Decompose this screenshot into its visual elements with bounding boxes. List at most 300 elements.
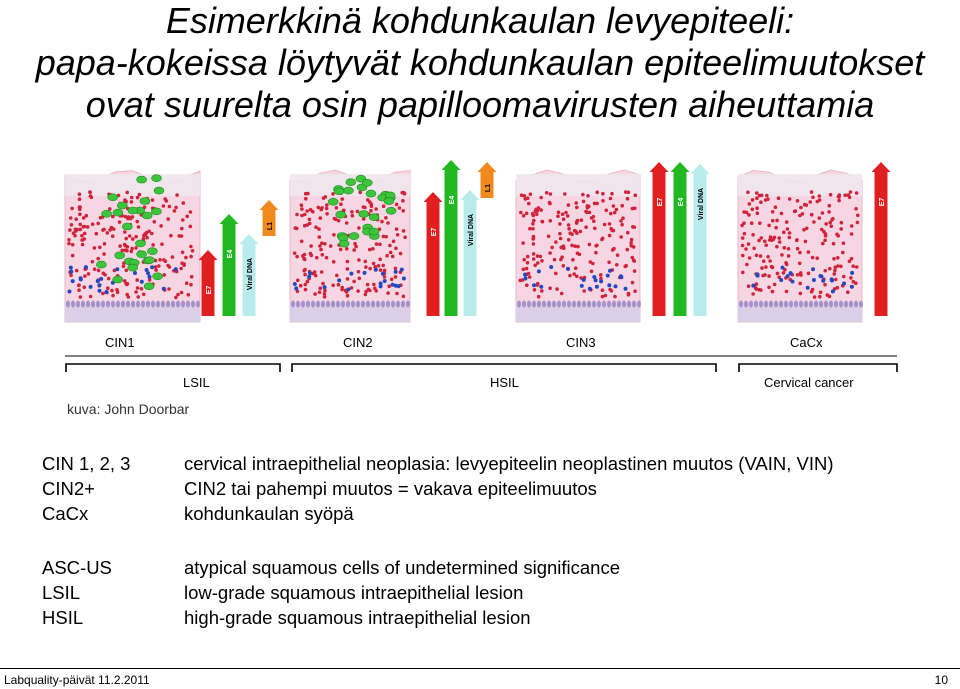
cell-nucleus	[758, 221, 762, 225]
cell-nucleus	[353, 242, 357, 246]
cell-nucleus	[554, 272, 558, 276]
cell-nucleus	[741, 271, 745, 275]
basal-cell	[391, 301, 395, 308]
basal-cell	[146, 301, 150, 308]
cell-nucleus	[798, 282, 802, 286]
cell-nucleus	[372, 283, 376, 287]
cell-nucleus	[782, 271, 786, 275]
basal-cell	[824, 301, 828, 308]
cell-nucleus	[356, 210, 360, 214]
cell-nucleus	[568, 274, 572, 278]
cell-nucleus	[841, 251, 845, 255]
cell-nucleus	[526, 261, 530, 265]
cell-nucleus	[118, 220, 122, 224]
cell-nucleus	[162, 204, 166, 208]
category-label-lsil: LSIL	[183, 375, 210, 390]
cell-nucleus	[766, 197, 770, 201]
cell-nucleus	[345, 221, 349, 225]
cell-nucleus	[131, 237, 135, 241]
cell-nucleus	[111, 215, 115, 219]
basal-cell	[346, 301, 350, 308]
cell-nucleus	[93, 246, 97, 250]
cell-nucleus	[747, 242, 751, 246]
cell-nucleus	[111, 234, 115, 238]
arrow-shape	[650, 162, 669, 316]
replicating-cell	[337, 278, 341, 282]
basal-cell	[607, 301, 611, 308]
cell-nucleus	[163, 273, 167, 277]
cell-nucleus	[532, 214, 536, 218]
cell-nucleus	[821, 242, 825, 246]
cell-nucleus	[550, 246, 554, 250]
arrow-shape	[671, 162, 690, 316]
cell-nucleus	[630, 238, 634, 242]
cell-nucleus	[340, 288, 344, 292]
cell-nucleus	[304, 283, 308, 287]
cell-nucleus	[532, 242, 536, 246]
cell-nucleus	[358, 277, 362, 281]
replicating-cell	[104, 290, 108, 294]
cell-nucleus	[804, 240, 808, 244]
infected-cell	[384, 198, 394, 205]
basal-cell	[181, 301, 185, 308]
cell-nucleus	[615, 263, 619, 267]
infected-cell	[142, 212, 152, 219]
cell-nucleus	[189, 210, 193, 214]
basal-cell	[356, 301, 360, 308]
cell-nucleus	[374, 207, 378, 211]
replicating-cell	[779, 278, 783, 282]
cell-nucleus	[125, 269, 129, 273]
infected-cell	[336, 211, 346, 218]
cell-nucleus	[752, 247, 756, 251]
cell-nucleus	[320, 270, 324, 274]
cell-nucleus	[102, 228, 106, 232]
basal-cell	[141, 301, 145, 308]
cell-nucleus	[364, 265, 368, 269]
cell-nucleus	[319, 286, 323, 290]
cell-nucleus	[136, 295, 140, 299]
basal-cell	[381, 301, 385, 308]
cell-nucleus	[821, 211, 825, 215]
cell-nucleus	[741, 254, 745, 258]
cell-nucleus	[773, 236, 777, 240]
cell-nucleus	[522, 258, 526, 262]
cell-nucleus	[751, 233, 755, 237]
cell-nucleus	[554, 240, 558, 244]
basal-cell	[91, 301, 95, 308]
cell-nucleus	[130, 200, 134, 204]
infected-cell	[144, 283, 154, 290]
cell-nucleus	[610, 229, 614, 233]
infected-cell	[346, 179, 356, 186]
cell-nucleus	[620, 204, 624, 208]
cell-nucleus	[532, 219, 536, 223]
cell-nucleus	[799, 271, 803, 275]
cell-nucleus	[159, 224, 163, 228]
cell-nucleus	[294, 226, 298, 230]
cell-nucleus	[366, 283, 370, 287]
cell-nucleus	[557, 211, 561, 215]
cell-nucleus	[608, 222, 612, 226]
basal-cell	[552, 301, 556, 308]
cell-nucleus	[106, 231, 110, 235]
cell-nucleus	[835, 233, 839, 237]
cell-nucleus	[575, 275, 579, 279]
cell-nucleus	[855, 191, 859, 195]
cell-nucleus	[807, 272, 811, 276]
replicating-cell	[346, 287, 350, 291]
infected-cell	[122, 223, 132, 230]
arrow-label: E4	[678, 197, 685, 207]
cell-nucleus	[303, 224, 307, 228]
category-label-cervical-cancer: Cervical cancer	[764, 375, 854, 390]
cell-nucleus	[317, 206, 321, 210]
cell-nucleus	[522, 214, 526, 218]
cell-nucleus	[778, 240, 782, 244]
cell-nucleus	[527, 202, 531, 206]
arrow-e7	[199, 250, 218, 316]
cell-nucleus	[134, 246, 138, 250]
cell-nucleus	[522, 268, 526, 272]
cell-nucleus	[818, 198, 822, 202]
arrow-shape	[872, 162, 891, 316]
cell-nucleus	[68, 228, 72, 232]
cell-nucleus	[567, 223, 571, 227]
cell-nucleus	[586, 194, 590, 198]
cell-nucleus	[571, 258, 575, 262]
cell-nucleus	[300, 203, 304, 207]
cell-nucleus	[545, 191, 549, 195]
cell-nucleus	[793, 210, 797, 214]
cell-nucleus	[311, 210, 315, 214]
basal-cell	[131, 301, 135, 308]
cell-nucleus	[575, 206, 579, 210]
tissue-panel-cin1	[65, 171, 200, 322]
basal-cell	[774, 301, 778, 308]
cell-nucleus	[174, 296, 178, 300]
cell-nucleus	[549, 192, 553, 196]
cell-nucleus	[127, 295, 131, 299]
cell-nucleus	[366, 198, 370, 202]
cell-nucleus	[123, 230, 127, 234]
cell-nucleus	[401, 199, 405, 203]
cell-nucleus	[124, 248, 128, 252]
cell-nucleus	[829, 193, 833, 197]
basal-cell	[96, 301, 100, 308]
infected-cell	[343, 187, 353, 194]
cell-nucleus	[782, 231, 786, 235]
arrow-label: E4	[449, 195, 456, 205]
cell-nucleus	[384, 235, 388, 239]
cell-nucleus	[787, 254, 791, 258]
cell-nucleus	[102, 272, 106, 276]
cervical-neoplasia-diagram	[0, 150, 960, 395]
cell-nucleus	[335, 206, 339, 210]
cell-nucleus	[837, 195, 841, 199]
cell-nucleus	[332, 260, 336, 264]
cell-nucleus	[368, 289, 372, 293]
cell-nucleus	[134, 235, 138, 239]
cell-nucleus	[842, 241, 846, 245]
cell-nucleus	[346, 277, 350, 281]
surface-layer	[65, 174, 200, 196]
cell-nucleus	[854, 281, 858, 285]
cell-nucleus	[74, 217, 78, 221]
cell-nucleus	[532, 237, 536, 241]
cell-nucleus	[151, 243, 155, 247]
cell-nucleus	[764, 243, 768, 247]
arrow-label: E7	[657, 197, 664, 207]
replicating-cell	[374, 268, 378, 272]
cell-nucleus	[308, 218, 312, 222]
cell-nucleus	[775, 245, 779, 249]
replicating-cell	[524, 277, 528, 281]
cell-nucleus	[189, 255, 193, 259]
cell-nucleus	[345, 247, 349, 251]
cell-nucleus	[190, 275, 194, 279]
arrow-e7	[424, 192, 443, 316]
cell-nucleus	[130, 196, 134, 200]
replicating-cell	[400, 268, 404, 272]
cell-nucleus	[93, 267, 97, 271]
cell-nucleus	[310, 254, 314, 258]
cell-nucleus	[843, 193, 847, 197]
cell-nucleus	[528, 275, 532, 279]
basal-cell	[769, 301, 773, 308]
cell-nucleus	[594, 251, 598, 255]
cell-nucleus	[370, 203, 374, 207]
cell-nucleus	[553, 258, 557, 262]
cell-nucleus	[395, 227, 399, 231]
cell-nucleus	[584, 210, 588, 214]
cell-nucleus	[304, 192, 308, 196]
cell-nucleus	[820, 228, 824, 232]
cell-nucleus	[308, 222, 312, 226]
cell-nucleus	[824, 232, 828, 236]
cell-nucleus	[811, 196, 815, 200]
replicating-cell	[595, 285, 599, 289]
cell-nucleus	[595, 191, 599, 195]
title-line-3: ovat suurelta osin papilloomavirusten aiheuttamia	[85, 84, 875, 125]
cell-nucleus	[339, 202, 343, 206]
cell-nucleus	[788, 231, 792, 235]
cell-nucleus	[318, 235, 322, 239]
cell-nucleus	[819, 291, 823, 295]
arrow-label: E4	[227, 249, 234, 259]
basal-cell	[166, 301, 170, 308]
cell-nucleus	[757, 288, 761, 292]
cell-nucleus	[334, 217, 338, 221]
cell-nucleus	[126, 282, 130, 286]
cell-nucleus	[78, 213, 82, 217]
replicating-cell	[383, 279, 387, 283]
cell-nucleus	[403, 236, 407, 240]
cell-nucleus	[627, 293, 631, 297]
basal-cell	[191, 301, 195, 308]
cell-nucleus	[368, 248, 372, 252]
basal-cell	[326, 301, 330, 308]
cell-nucleus	[80, 238, 84, 242]
cell-nucleus	[531, 227, 535, 231]
basal-cell	[819, 301, 823, 308]
cell-nucleus	[377, 264, 381, 268]
cell-nucleus	[780, 253, 784, 257]
replicating-cell	[756, 274, 760, 278]
cell-nucleus	[803, 203, 807, 207]
cell-nucleus	[182, 263, 186, 267]
term-ascus: ASC-US	[42, 557, 112, 578]
abbreviation-list-1	[42, 451, 130, 526]
cell-nucleus	[371, 247, 375, 251]
cell-nucleus	[79, 295, 83, 299]
cell-nucleus	[839, 227, 843, 231]
cell-nucleus	[761, 274, 765, 278]
cell-nucleus	[89, 194, 93, 198]
basal-cell	[71, 301, 75, 308]
cell-nucleus	[582, 289, 586, 293]
cell-nucleus	[67, 238, 71, 242]
cell-nucleus	[608, 234, 612, 238]
cell-nucleus	[380, 220, 384, 224]
cell-nucleus	[593, 202, 597, 206]
cell-nucleus	[584, 225, 588, 229]
infected-cell	[137, 176, 147, 183]
replicating-cell	[549, 265, 553, 269]
basal-cell	[542, 301, 546, 308]
cell-nucleus	[142, 293, 146, 297]
cell-nucleus	[599, 273, 603, 277]
replicating-cell	[566, 267, 570, 271]
cell-nucleus	[811, 288, 815, 292]
replicating-cell	[588, 287, 592, 291]
cell-nucleus	[548, 201, 552, 205]
cell-nucleus	[623, 265, 627, 269]
cell-nucleus	[633, 289, 637, 293]
infected-cell	[108, 194, 118, 201]
cell-nucleus	[630, 244, 634, 248]
cell-nucleus	[175, 193, 179, 197]
cell-nucleus	[848, 196, 852, 200]
cell-nucleus	[823, 269, 827, 273]
cell-nucleus	[302, 269, 306, 273]
cell-nucleus	[392, 240, 396, 244]
cell-nucleus	[756, 211, 760, 215]
cell-nucleus	[747, 284, 751, 288]
cell-nucleus	[849, 276, 853, 280]
cell-nucleus	[135, 220, 139, 224]
cell-nucleus	[324, 195, 328, 199]
infected-cell	[113, 276, 123, 283]
replicating-cell	[68, 290, 72, 294]
basal-cell	[186, 301, 190, 308]
arrow-viral-dna	[240, 234, 259, 316]
basal-cell	[849, 301, 853, 308]
bracket-hsil	[292, 364, 716, 372]
cell-nucleus	[179, 267, 183, 271]
cell-nucleus	[570, 244, 574, 248]
cell-nucleus	[567, 227, 571, 231]
replicating-cell	[115, 267, 119, 271]
basal-cell	[86, 301, 90, 308]
cell-nucleus	[184, 256, 188, 260]
cell-nucleus	[403, 192, 407, 196]
cell-nucleus	[108, 207, 112, 211]
definition-ascus: atypical squamous cells of undetermined significance	[184, 557, 621, 578]
replicating-cell	[402, 277, 406, 281]
replicating-cell	[381, 272, 385, 276]
replicating-cell	[145, 268, 149, 272]
replicating-cell	[397, 284, 401, 288]
cell-nucleus	[762, 259, 766, 263]
title-line-2: papa-kokeissa löytyvät kohdunkaulan epiteelimuutokset	[35, 42, 925, 83]
cell-nucleus	[368, 267, 372, 271]
replicating-cell	[323, 285, 327, 289]
infected-cell	[147, 248, 157, 255]
cell-nucleus	[582, 200, 586, 204]
cell-nucleus	[828, 267, 832, 271]
cell-nucleus	[537, 206, 541, 210]
cell-nucleus	[742, 221, 746, 225]
basal-cell	[406, 301, 410, 308]
cell-nucleus	[590, 270, 594, 274]
cell-nucleus	[849, 190, 853, 194]
stage-label-cacx: CaCx	[790, 335, 823, 350]
cell-nucleus	[540, 259, 544, 263]
cell-nucleus	[78, 197, 82, 201]
cell-nucleus	[824, 222, 828, 226]
basal-cell	[151, 301, 155, 308]
infected-cell	[96, 261, 106, 268]
cell-nucleus	[67, 242, 71, 246]
cell-nucleus	[827, 210, 831, 214]
cell-nucleus	[293, 251, 297, 255]
replicating-cell	[811, 267, 815, 271]
cell-nucleus	[321, 282, 325, 286]
replicating-cell	[174, 267, 178, 271]
infected-cell	[349, 233, 359, 240]
cell-nucleus	[811, 256, 815, 260]
cell-nucleus	[535, 213, 539, 217]
arrow-label: Viral DNA	[698, 187, 705, 221]
replicating-cell	[148, 275, 152, 279]
cell-nucleus	[399, 252, 403, 256]
cell-nucleus	[770, 265, 774, 269]
cell-nucleus	[627, 191, 631, 195]
cell-nucleus	[773, 283, 777, 287]
cell-nucleus	[314, 225, 318, 229]
cell-nucleus	[386, 221, 390, 225]
cell-nucleus	[525, 267, 529, 271]
cell-nucleus	[300, 214, 304, 218]
cell-nucleus	[295, 255, 299, 259]
cell-nucleus	[556, 214, 560, 218]
cell-nucleus	[154, 268, 158, 272]
cell-nucleus	[137, 225, 141, 229]
replicating-cell	[363, 271, 367, 275]
cell-nucleus	[107, 277, 111, 281]
cell-nucleus	[796, 247, 800, 251]
cell-nucleus	[540, 220, 544, 224]
cell-nucleus	[394, 267, 398, 271]
cell-nucleus	[601, 288, 605, 292]
cell-nucleus	[136, 286, 140, 290]
cell-nucleus	[111, 294, 115, 298]
cell-nucleus	[774, 226, 778, 230]
replicating-cell	[850, 271, 854, 275]
cell-nucleus	[304, 197, 308, 201]
cell-nucleus	[593, 227, 597, 231]
